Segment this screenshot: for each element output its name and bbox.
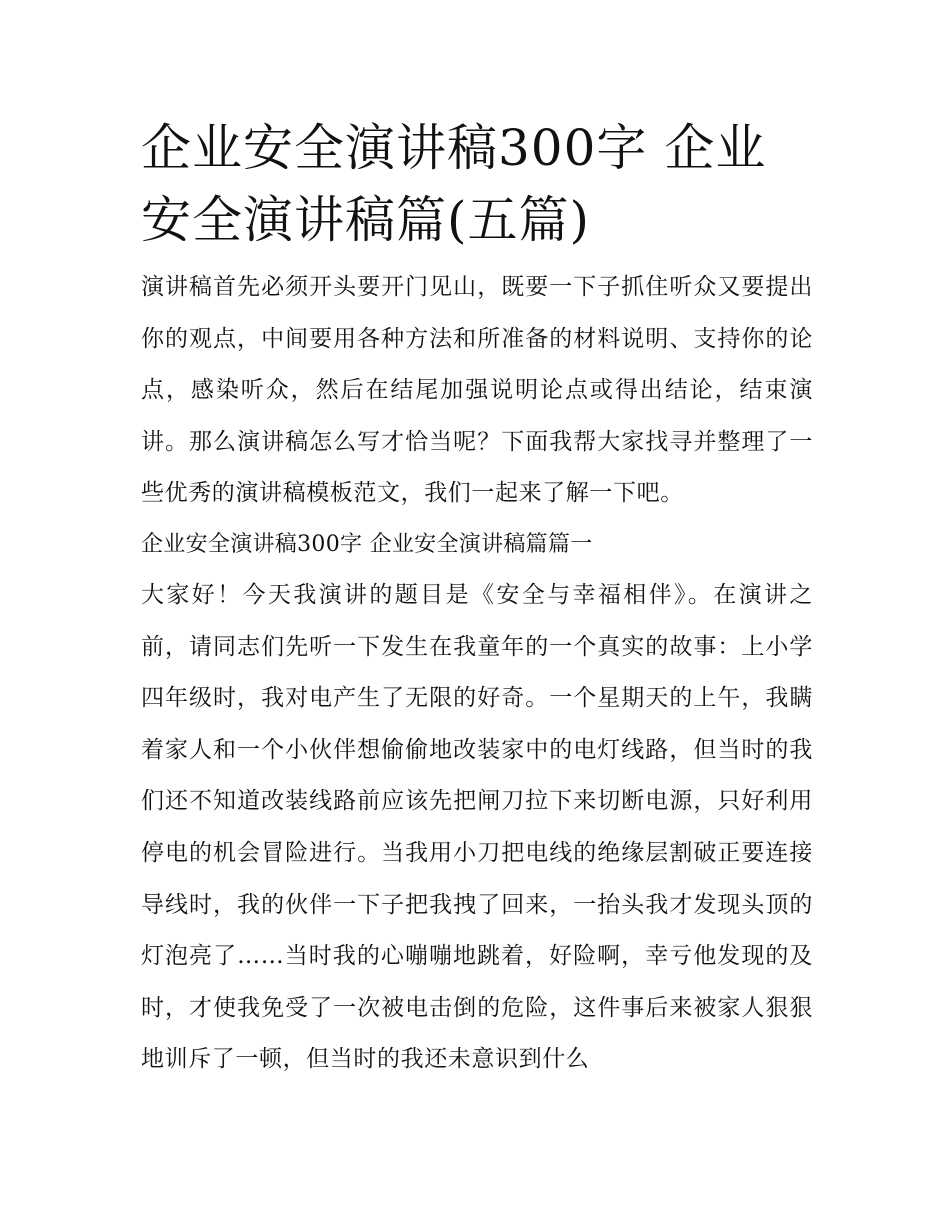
section-heading: 企业安全演讲稿300字 企业安全演讲稿篇篇一 — [141, 531, 593, 557]
body-paragraph: 大家好！今天我演讲的题目是《安全与幸福相伴》。在演讲之前，请同志们先听一下发生在我童年的一个真实的故事：上小学四年级时，我对电产生了无限的好奇。一个星期天的上午，我瞒着家人和一个小伙伴想偷偷地改装家中的电灯线路，但当时的我们还不知道改装线路前应该先把闸刀拉下来切断电源，只好利用停电的机会冒险进行。当我用小刀把电线的绝缘层割破正要连接导线时，我的伙伴一下子把我拽了回来，一抬头我才发现头顶的灯泡亮了……当时我的心嘣嘣地跳着，好险啊，幸亏他发现的及时，才使我免受了一次被电击倒的危险，这件事后来被家人狠狠地训斥了一顿，但当时的我还未意识到什么 — [141, 581, 813, 1073]
intro-paragraph: 演讲稿首先必须开头要开门见山，既要一下子抓住听众又要提出你的观点，中间要用各种方法和所准备的材料说明、支持你的论点，感染听众，然后在结尾加强说明论点或得出结论，结束演讲。那么演讲稿怎么写才恰当呢？下面我帮大家找寻并整理了一些优秀的演讲稿模板范文，我们一起来了解一下吧。 — [141, 274, 813, 507]
document-content — [141, 112, 813, 1086]
document-title: 企业安全演讲稿300字 企业安全演讲稿篇(五篇) — [141, 119, 767, 249]
